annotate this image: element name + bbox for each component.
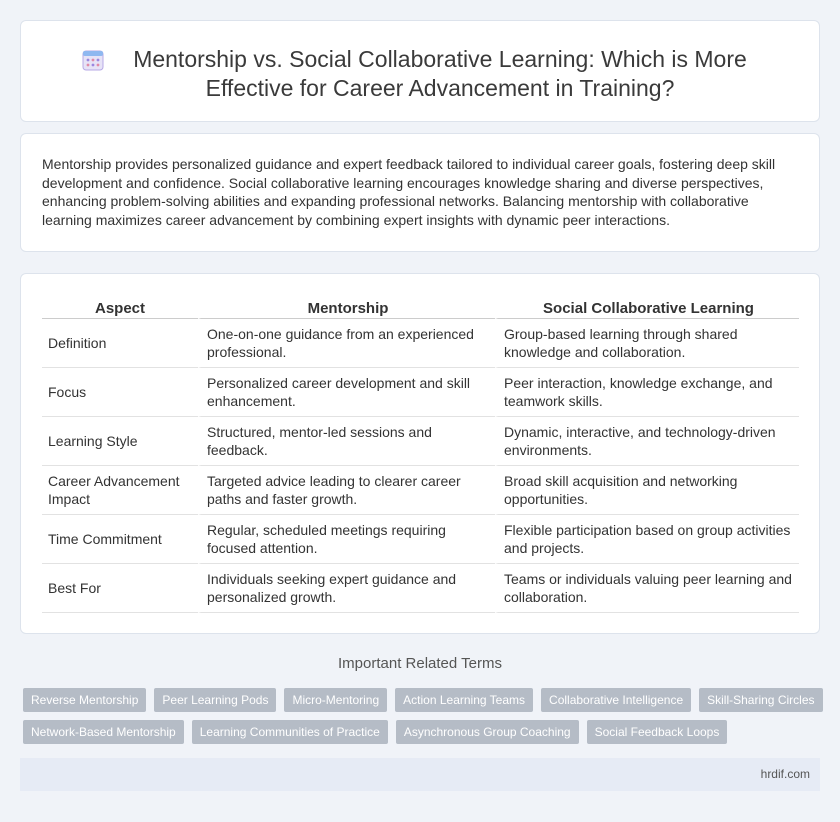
table-row [42,417,799,466]
row-mentorship: One-on-one guidance from an experienced professional. [198,319,495,368]
related-terms-row [23,720,727,744]
related-terms-title: Important Related Terms [338,655,502,672]
footer [20,758,820,791]
title-card [20,20,820,122]
row-aspect: Learning Style [42,417,198,466]
row-social-learning: Peer interaction, knowledge exchange, and teamwork skills. [495,368,799,417]
row-aspect: Best For [42,564,198,613]
table-header-row [42,296,799,319]
row-social-learning: Dynamic, interactive, and technology-driven environments. [495,417,799,466]
row-aspect: Focus [42,368,198,417]
related-terms-row [23,688,823,712]
tag-peer-learning-pods[interactable]: Peer Learning Pods [154,688,276,712]
tag-learning-communities-of-practice[interactable]: Learning Communities of Practice [192,720,388,744]
footer-domain[interactable]: hrdif.com [760,767,810,781]
page-title: Mentorship vs. Social Collaborative Learning: Which is More Effective for Career Advancement in Training? [133,46,747,101]
header-social-collaborative-learning: Social Collaborative Learning [495,296,799,319]
row-mentorship: Personalized career development and skill enhancement. [198,368,495,417]
row-mentorship: Regular, scheduled meetings requiring focused attention. [198,515,495,564]
row-social-learning: Flexible participation based on group activities and projects. [495,515,799,564]
table-row [42,319,799,368]
row-social-learning: Broad skill acquisition and networking opportunities. [495,466,799,515]
tag-network-based-mentorship[interactable]: Network-Based Mentorship [23,720,184,744]
row-mentorship: Targeted advice leading to clearer career paths and faster growth. [198,466,495,515]
header-mentorship: Mentorship [198,296,495,319]
tag-action-learning-teams[interactable]: Action Learning Teams [395,688,533,712]
comparison-table [42,296,799,613]
table-row [42,515,799,564]
row-social-learning: Teams or individuals valuing peer learning and collaboration. [495,564,799,613]
tag-reverse-mentorship[interactable]: Reverse Mentorship [23,688,146,712]
table-row [42,466,799,515]
table-row [42,368,799,417]
tag-micro-mentoring[interactable]: Micro-Mentoring [284,688,387,712]
header-aspect: Aspect [42,296,198,319]
row-aspect: Career Advancement Impact [42,466,198,515]
tag-social-feedback-loops[interactable]: Social Feedback Loops [587,720,728,744]
row-mentorship: Structured, mentor-led sessions and feedback. [198,417,495,466]
tag-skill-sharing-circles[interactable]: Skill-Sharing Circles [699,688,822,712]
row-aspect: Definition [42,319,198,368]
comparison-table-card [20,273,820,634]
row-social-learning: Group-based learning through shared knowledge and collaboration. [495,319,799,368]
table-row [42,564,799,613]
summary-text: Mentorship provides personalized guidance and expert feedback tailored to individual career goals, fostering deep skill development and confidence. Social collaborative learning encourages knowledge sharing and diverse perspectives, enhancing problem-solving abilities and expanding professional networks. Balancing mentorship with collaborative learning maximizes career advancement by combining expert insights with dynamic peer interactions. [42,156,776,228]
tag-collaborative-intelligence[interactable]: Collaborative Intelligence [541,688,691,712]
tag-asynchronous-group-coaching[interactable]: Asynchronous Group Coaching [396,720,579,744]
row-aspect: Time Commitment [42,515,198,564]
row-mentorship: Individuals seeking expert guidance and personalized growth. [198,564,495,613]
summary-card [20,133,820,252]
